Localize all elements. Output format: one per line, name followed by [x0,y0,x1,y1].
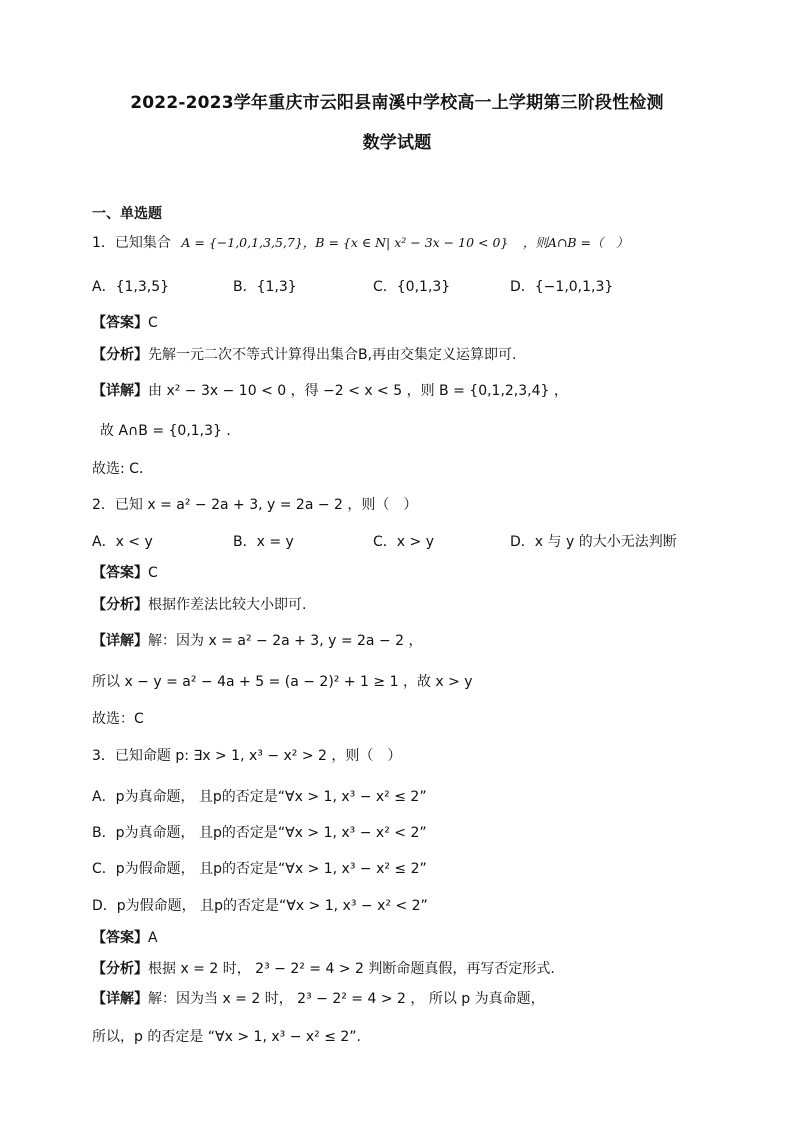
detail-tag: 【详解】 [92,383,148,399]
q1-detail [92,380,568,400]
q1-option-c: C．{0,1,3} [373,279,451,295]
q1-analysis [92,344,517,364]
analysis-tag: 【分析】 [92,347,148,363]
analysis-tag: 【分析】 [92,597,148,613]
q1-answer [92,312,158,332]
q1-analysis-text: 先解一元二次不等式计算得出集合B,再由交集定义运算即可. [148,347,517,363]
q3-detail-line2: 所以，p 的否定是 “∀x > 1, x³ − x² ≤ 2”. [92,1029,362,1045]
q3-analysis [92,958,555,978]
detail-tag: 【详解】 [92,991,148,1007]
q2-analysis [92,594,306,614]
q2-option-b: B．x = y [233,534,294,550]
q1-set-a: A = {−1,0,1,3,5,7} [181,235,303,250]
document-title: 2022-2023学年重庆市云阳县南溪中学校高一上学期第三阶段性检测 [130,93,664,113]
q1-option-b: B．{1,3} [233,279,297,295]
q2-option-a: A．x < y [92,534,153,550]
answer-tag: 【答案】 [92,565,148,581]
q1-detail-line1: 由 x² − 3x − 10 < 0 ，得 −2 < x < 5 ，则 B = {0,1,2,3,4} ， [148,383,568,399]
q2-analysis-text: 根据作差法比较大小即可. [148,597,307,613]
q2-detail-line1: 解：因为 x = a² − 2a + 3, y = 2a − 2 ， [148,633,423,649]
document-subtitle: 数学试题 [362,133,432,153]
q2-answer [92,562,158,582]
q2-answer-value: C [148,565,158,581]
analysis-tag: 【分析】 [92,961,148,977]
answer-tag: 【答案】 [92,315,148,331]
q1-conclusion: 故选: C． [92,461,153,477]
q1-stem [92,232,628,252]
q3-option-b: B．p为真命题， 且p的否定是“∀x > 1, x³ − x² < 2” [92,825,427,841]
q3-option-d: D．p为假命题， 且p的否定是“∀x > 1, x³ − x² < 2” [92,898,428,914]
q1-option-d: D．{−1,0,1,3} [510,279,614,295]
q3-option-c: C．p为假命题， 且p的否定是“∀x > 1, x³ − x² ≤ 2” [92,861,427,877]
q2-detail [92,630,423,650]
q1-option-a: A．{1,3,5} [92,279,170,295]
answer-tag: 【答案】 [92,930,148,946]
q3-answer-value: A [148,930,158,946]
q2-detail-line2: 所以 x − y = a² − 4a + 5 = (a − 2)² + 1 ≥ 1 ，故 x > y [92,674,473,690]
q1-stem-prefix: 1．已知集合 [92,235,171,251]
q1-answer-value: C [148,315,158,331]
q3-option-a: A．p为真命题， 且p的否定是“∀x > 1, x³ − x² ≤ 2” [92,789,427,805]
q3-detail-line1: 解：因为当 x = 2 时， 2³ − 2² = 4 > 2 ， 所以 p 为真命题， [148,991,545,1007]
q3-stem: 3．已知命题 p: ∃x > 1, x³ − x² > 2 ，则（ ） [92,748,402,764]
q2-conclusion: 故选：C [92,711,144,727]
q3-answer [92,927,158,947]
q2-option-d: D．x 与 y 的大小无法判断 [510,534,677,550]
q3-analysis-text: 根据 x = 2 时， 2³ − 2² = 4 > 2 判断命题真假，再写否定形式. [148,961,555,977]
q3-detail [92,988,545,1008]
q2-stem: 2．已知 x = a² − 2a + 3, y = 2a − 2 ，则（ ） [92,497,418,513]
section-heading: 一、单选题 [92,206,162,222]
detail-tag: 【详解】 [92,633,148,649]
q1-stem-suffix: ，则A∩B =（ ） [522,235,629,250]
q1-detail-line2: 故 A∩B = {0,1,3} ． [100,423,241,439]
q2-option-c: C．x > y [373,534,434,550]
q1-set-b: ，B = {x ∈ N| x² − 3x − 10 < 0} [302,235,509,250]
